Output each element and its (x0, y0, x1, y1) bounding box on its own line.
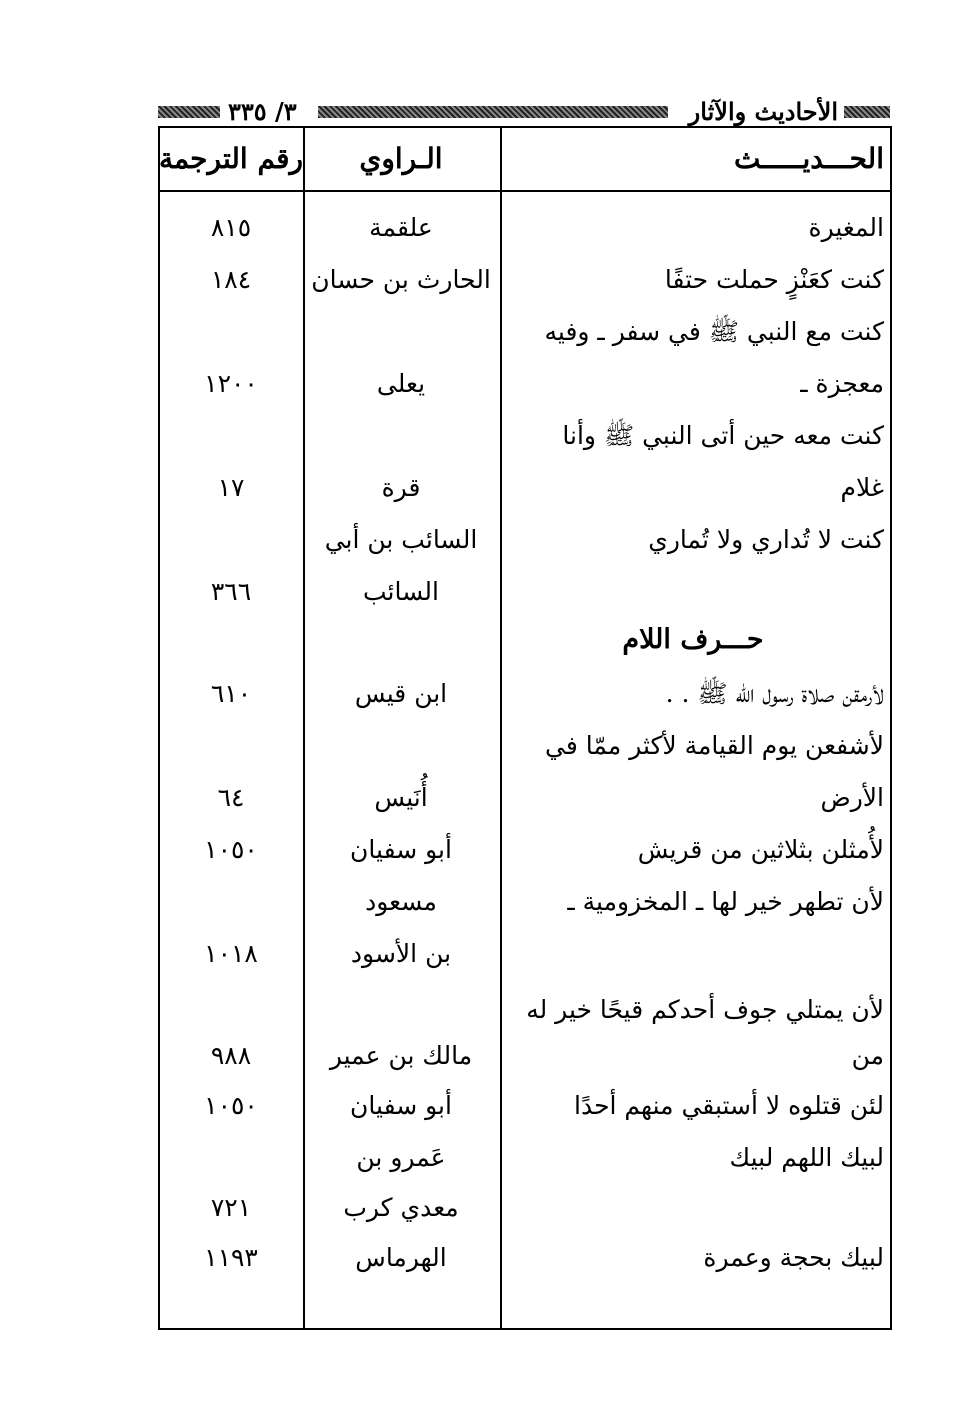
hadith-text: لأرمقن صلاة رسول الله ﷺ . . (665, 679, 884, 708)
biography-number: ٧٢١ (210, 1193, 252, 1222)
hadith-text: الأرض (820, 783, 884, 812)
biography-number: ٣٦٦ (210, 577, 252, 606)
hadith-text: لئن قتلوه لا أستبقي منهم أحدًا (574, 1091, 884, 1120)
page-title: الأحاديث والآثار (688, 97, 838, 126)
hadith-text: غلام (840, 473, 884, 502)
narrator-name: علقمة (369, 213, 433, 242)
biography-number: ١٨٤ (210, 265, 252, 294)
table-row (0, 358, 976, 410)
hadith-text: كنت معه حين أتى النبي ﷺ وأنا (562, 421, 884, 450)
hadith-text: كنت لا تُداري ولا تُماري (648, 525, 884, 554)
table-row (0, 306, 976, 358)
hadith-text: لأن يمتلي جوف أحدكم قيحًا خير له (526, 995, 884, 1024)
hadith-text: معجزة ـ (800, 369, 884, 398)
page-number: ٣/ ٣٣٥ (228, 97, 297, 126)
table-row (0, 202, 976, 254)
narrator-name: أبو سفيان (350, 1091, 452, 1120)
table-row (0, 254, 976, 306)
column-header-number: رقم الترجمة (158, 142, 303, 175)
table-row (0, 928, 976, 980)
hadith-text: لأن تطهر خير لها ـ المخزومية ـ (567, 887, 884, 916)
hadith-text: لبيك اللهم لبيك (729, 1143, 884, 1172)
hadith-text: لأشفعن يوم القيامة لأكثر ممّا في (545, 731, 884, 760)
table-row (0, 566, 976, 618)
narrator-name: الهرماس (355, 1243, 447, 1272)
biography-number: ١٠٥٠ (204, 835, 258, 864)
table-row (0, 772, 976, 824)
table-row (0, 824, 976, 876)
narrator-name: قرة (381, 473, 421, 502)
hadith-text: كنت كعَنْزٍ حملت حتفًا (664, 265, 884, 294)
biography-number: ١٠٥٠ (204, 1091, 258, 1120)
narrator-name: معدي كرب (343, 1193, 459, 1222)
table-row (0, 984, 976, 1036)
narrator-name: عَمرو بن (356, 1143, 446, 1172)
table-row (0, 410, 976, 462)
biography-number: ٨١٥ (210, 213, 252, 242)
hadith-text: لبيك بحجة وعمرة (703, 1243, 884, 1272)
table-row (0, 514, 976, 566)
table-row (0, 1232, 976, 1284)
table-row (0, 668, 976, 720)
biography-number: ١١٩٣ (204, 1243, 258, 1272)
hadith-text: كنت مع النبي ﷺ في سفر ـ وفيه (544, 317, 884, 346)
narrator-name: مالك بن عمير (329, 1041, 473, 1070)
table-row (0, 1132, 976, 1184)
biography-number: ٩٨٨ (210, 1041, 252, 1070)
biography-number: ١٠١٨ (204, 939, 258, 968)
hadith-text: من (851, 1041, 884, 1070)
table-row (0, 1080, 976, 1132)
biography-number: ١٧ (217, 473, 245, 502)
narrator-name: أُنَيس (374, 783, 428, 812)
narrator-name: مسعود (365, 887, 437, 916)
narrator-name: أبو سفيان (350, 835, 452, 864)
table-row (0, 1182, 976, 1234)
narrator-name: السائب (363, 577, 439, 606)
section-heading-lam: حـــرف اللام (622, 624, 764, 655)
narrator-name: يعلى (376, 369, 426, 398)
table-row (0, 876, 976, 928)
column-header-rawi: الـراوي (359, 142, 443, 175)
table-row (0, 462, 976, 514)
hadith-text: لأُمثلن بثلاثين من قريش (637, 835, 884, 864)
biography-number: ٦١٠ (210, 679, 252, 708)
biography-number: ١٢٠٠ (204, 369, 258, 398)
biography-number: ٦٤ (217, 783, 245, 812)
narrator-name: الحارث بن حسان (311, 265, 491, 294)
column-header-hadith: الحـــديـــــث (734, 142, 884, 175)
narrator-name: السائب بن أبي (324, 525, 478, 554)
hadith-text: المغيرة (808, 213, 884, 242)
table-row (0, 1030, 976, 1082)
table-row (0, 720, 976, 772)
narrator-name: بن الأسود (350, 939, 452, 968)
narrator-name: ابن قيس (354, 679, 448, 708)
